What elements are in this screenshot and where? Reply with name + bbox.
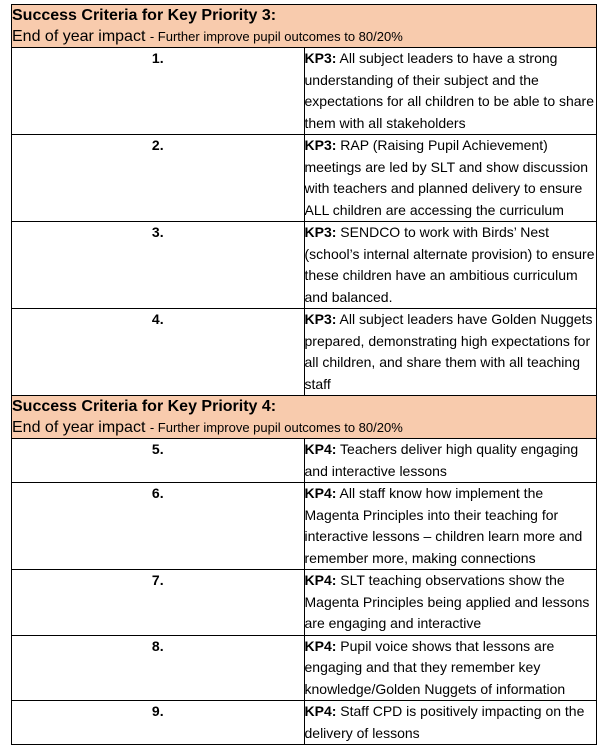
criteria-number: 4.: [12, 309, 305, 396]
criteria-text: [304, 635, 597, 701]
criteria-row: [12, 570, 597, 636]
criteria-row: [12, 135, 597, 222]
kp-code: KP3:: [304, 137, 337, 153]
criteria-text: [304, 701, 597, 745]
criteria-number: 3.: [12, 222, 305, 309]
criteria-text: [304, 483, 597, 570]
criteria-description: All staff know how implement the Magenta Principles into their teaching for interactive lessons – children learn more and remember more, making connections: [304, 485, 583, 566]
section-title: Success Criteria for Key Priority 4:: [12, 398, 277, 415]
section-header-kp3: [12, 5, 597, 48]
criteria-row: [12, 635, 597, 701]
criteria-number: 6.: [12, 483, 305, 570]
criteria-description: RAP (Raising Pupil Achievement) meetings are led by SLT and show discussion with teachers and planned delivery to ensure ALL children are accessing the curriculum: [304, 137, 589, 218]
criteria-row: [12, 222, 597, 309]
criteria-row: [12, 483, 597, 570]
criteria-number: 2.: [12, 135, 305, 222]
criteria-number: 1.: [12, 48, 305, 135]
criteria-number: 7.: [12, 570, 305, 636]
criteria-number: 9.: [12, 701, 305, 745]
kp-code: KP4:: [304, 485, 337, 501]
criteria-description: All subject leaders have Golden Nuggets prepared, demonstrating high expectations for all children, and share them with all teaching staff: [304, 311, 593, 392]
criteria-number: 5.: [12, 439, 305, 483]
criteria-description: Pupil voice shows that lessons are engaging and that they remember key knowledge/Golden Nuggets of information: [304, 637, 566, 697]
criteria-description: All subject leaders to have a strong understanding of their subject and the expectations for all children to be able to share them with all stakeholders: [304, 50, 595, 131]
success-criteria-table: [11, 4, 597, 745]
criteria-number: 8.: [12, 635, 305, 701]
criteria-description: SLT teaching observations show the Magenta Principles being applied and lessons are engaging and interactive: [304, 572, 590, 631]
criteria-row: [12, 439, 597, 483]
kp-code: KP3:: [304, 224, 337, 240]
criteria-text: [304, 439, 597, 483]
impact-label: End of year impact: [12, 419, 146, 436]
criteria-description: Teachers deliver high quality engaging and interactive lessons: [304, 441, 579, 479]
section-header-cell: [12, 5, 597, 48]
kp-code: KP4:: [304, 572, 337, 588]
criteria-row: [12, 309, 597, 396]
criteria-text: [304, 48, 597, 135]
criteria-row: [12, 701, 597, 745]
impact-label: End of year impact: [12, 28, 146, 45]
section-header-cell: [12, 396, 597, 439]
kp-code: KP4:: [304, 441, 337, 457]
criteria-text: [304, 222, 597, 309]
criteria-row: [12, 48, 597, 135]
impact-line: [12, 417, 596, 438]
criteria-text: [304, 309, 597, 396]
kp-code: KP3:: [304, 50, 337, 66]
kp-code: KP4:: [304, 637, 337, 654]
criteria-description: SENDCO to work with Birds’ Nest (school’s internal alternate provision) to ensure these children have an ambitious curriculum and balanced.: [304, 224, 595, 305]
criteria-text: [304, 570, 597, 636]
kp-code: KP4:: [304, 703, 337, 719]
impact-target: - Further improve pupil outcomes to 80/20%: [149, 29, 403, 44]
section-title: Success Criteria for Key Priority 3:: [12, 7, 277, 24]
impact-target: - Further improve pupil outcomes to 80/20%: [149, 420, 403, 435]
kp-code: KP3:: [304, 311, 337, 327]
criteria-text: [304, 135, 597, 222]
criteria-description: Staff CPD is positively impacting on the delivery of lessons: [304, 703, 585, 741]
section-header-kp4: [12, 396, 597, 439]
impact-line: [12, 26, 596, 47]
